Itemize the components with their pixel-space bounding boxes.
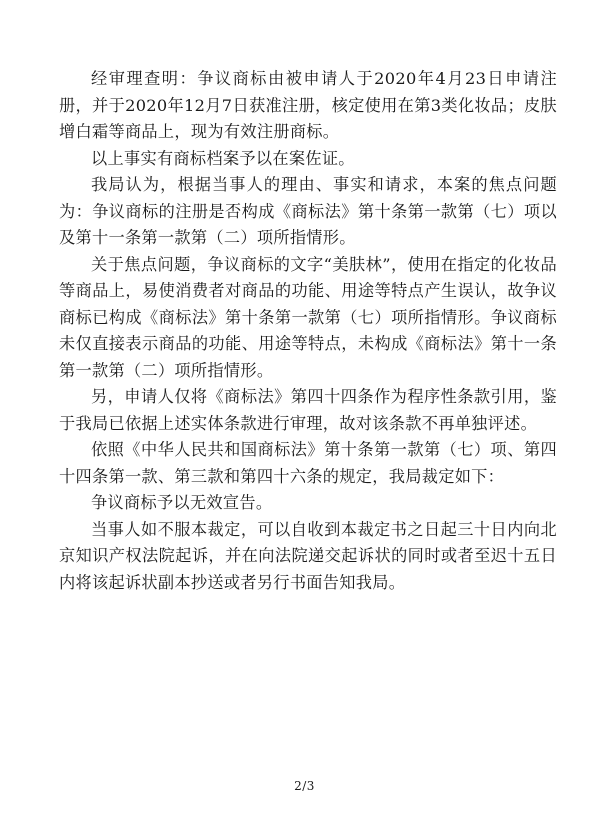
paragraph-issue: 我局认为，根据当事人的理由、事实和请求，本案的焦点问题为：争议商标的注册是否构成《商标法》第十条第一款第（七）项以及第十一条第一款第（二）项所指情形。 [59, 175, 557, 247]
paragraph-ruling: 争议商标予以无效宣告。 [91, 493, 273, 512]
paragraph-article-44: 另，申请人仅将《商标法》第四十四条作为程序性条款引用，鉴于我局已依据上述实体条款进行审理，故对该条款不再单独评述。 [59, 387, 557, 433]
paragraph-findings: 经审理查明：争议商标由被申请人于2020年4月23日申请注册，并于2020年12月7日获准注册，核定使用在第3类化妆品；皮肤增白霜等商品上，现为有效注册商标。 [59, 69, 557, 141]
paragraph-analysis: 关于焦点问题，争议商标的文字“美肤林”，使用在指定的化妆品等商品上，易使消费者对商品的功能、用途等特点产生误认，故争议商标已构成《商标法》第十条第一款第（七）项所指情形。争议商标未仅直接表示商品的功能、用途等特点，未构成《商标法》第十一条第一款第（二）项所指情形。 [59, 254, 557, 380]
document-body [59, 66, 557, 596]
paragraph-evidence: 以上事实有商标档案予以在案佐证。 [91, 148, 355, 168]
paragraph-legal-basis: 依照《中华人民共和国商标法》第十条第一款第（七）项、第四十四条第一款、第三款和第四十六条的规定，我局裁定如下： [59, 440, 557, 486]
page-number: 2/3 [294, 779, 315, 793]
paragraph-appeal-notice: 当事人如不服本裁定，可以自收到本裁定书之日起三十日内向北京知识产权法院起诉，并在向法院递交起诉状的同时或者至迟十五日内将该起诉状副本抄送或者另行书面告知我局。 [59, 519, 557, 592]
